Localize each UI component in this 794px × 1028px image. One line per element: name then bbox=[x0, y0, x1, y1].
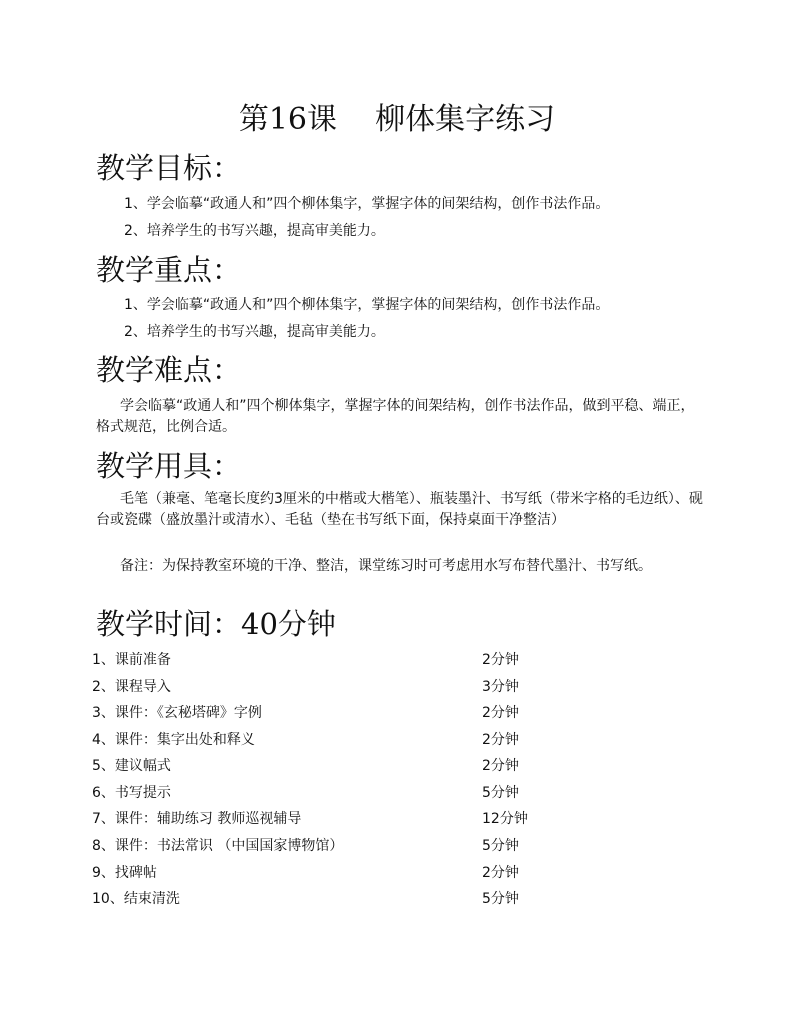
goals-heading: 教学目标： bbox=[96, 151, 242, 185]
schedule-item-duration: 2分钟 bbox=[482, 865, 519, 881]
schedule-item-duration: 5分钟 bbox=[482, 838, 519, 854]
page-title: 第16课 柳体集字练习 bbox=[238, 102, 556, 137]
schedule-item-name: 9、找碑帖 bbox=[92, 865, 157, 881]
focus-heading: 教学重点： bbox=[96, 253, 242, 287]
schedule-item-duration: 2分钟 bbox=[482, 652, 519, 668]
schedule-row bbox=[92, 888, 592, 910]
schedule-item-name: 1、课前准备 bbox=[92, 652, 171, 668]
time-heading: 教学时间：40分钟 bbox=[96, 607, 336, 641]
schedule-row bbox=[92, 835, 592, 857]
schedule-item-duration: 12分钟 bbox=[482, 811, 528, 827]
schedule-item-name: 2、课程导入 bbox=[92, 679, 171, 695]
schedule-item-duration: 2分钟 bbox=[482, 732, 519, 748]
goals-item-1: 1、学会临摹“政通人和”四个柳体集字，掌握字体的间架结构，创作书法作品。 bbox=[124, 196, 610, 212]
schedule-row bbox=[92, 702, 592, 724]
schedule-item-duration: 2分钟 bbox=[482, 758, 519, 774]
schedule-item-name: 5、建议幅式 bbox=[92, 758, 171, 774]
schedule-row bbox=[92, 808, 592, 830]
schedule-item-duration: 2分钟 bbox=[482, 705, 519, 721]
schedule-row bbox=[92, 862, 592, 884]
schedule-item-name: 10、结束清洗 bbox=[92, 891, 180, 907]
difficulty-heading: 教学难点： bbox=[96, 353, 242, 387]
tools-note: 备注：为保持教室环境的干净、整洁，课堂练习时可考虑用水写布替代墨汁、书写纸。 bbox=[120, 558, 652, 574]
focus-item-2: 2、培养学生的书写兴趣，提高审美能力。 bbox=[124, 324, 385, 340]
focus-item-1: 1、学会临摹“政通人和”四个柳体集字，掌握字体的间架结构，创作书法作品。 bbox=[124, 297, 610, 313]
schedule-item-name: 6、书写提示 bbox=[92, 785, 171, 801]
difficulty-text: 学会临摹“政通人和”四个柳体集字，掌握字体的间架结构，创作书法作品，做到平稳、端正，格式规范，比例合适。 bbox=[96, 398, 695, 435]
tools-text: 毛笔（兼毫、笔毫长度约3厘米的中楷或大楷笔）、瓶装墨汁、书写纸（带米字格的毛边纸）、砚台或瓷碟（盛放墨汁或清水）、毛毡（垫在书写纸下面，保持桌面干净整洁） bbox=[96, 491, 703, 528]
schedule-row bbox=[92, 676, 592, 698]
schedule-row bbox=[92, 782, 592, 804]
schedule-item-duration: 3分钟 bbox=[482, 679, 519, 695]
schedule-row bbox=[92, 755, 592, 777]
schedule-item-name: 4、课件：集字出处和释义 bbox=[92, 732, 255, 748]
schedule-item-name: 7、课件：辅助练习 教师巡视辅导 bbox=[92, 811, 302, 827]
schedule-item-name: 3、课件：《玄秘塔碑》字例 bbox=[92, 705, 262, 721]
schedule-item-duration: 5分钟 bbox=[482, 891, 519, 907]
tools-heading: 教学用具： bbox=[96, 449, 242, 483]
schedule-row bbox=[92, 649, 592, 671]
schedule-item-name: 8、课件：书法常识 （中国国家博物馆） bbox=[92, 838, 344, 854]
schedule-item-duration: 5分钟 bbox=[482, 785, 519, 801]
goals-item-2: 2、培养学生的书写兴趣，提高审美能力。 bbox=[124, 223, 385, 239]
schedule-row bbox=[92, 729, 592, 751]
